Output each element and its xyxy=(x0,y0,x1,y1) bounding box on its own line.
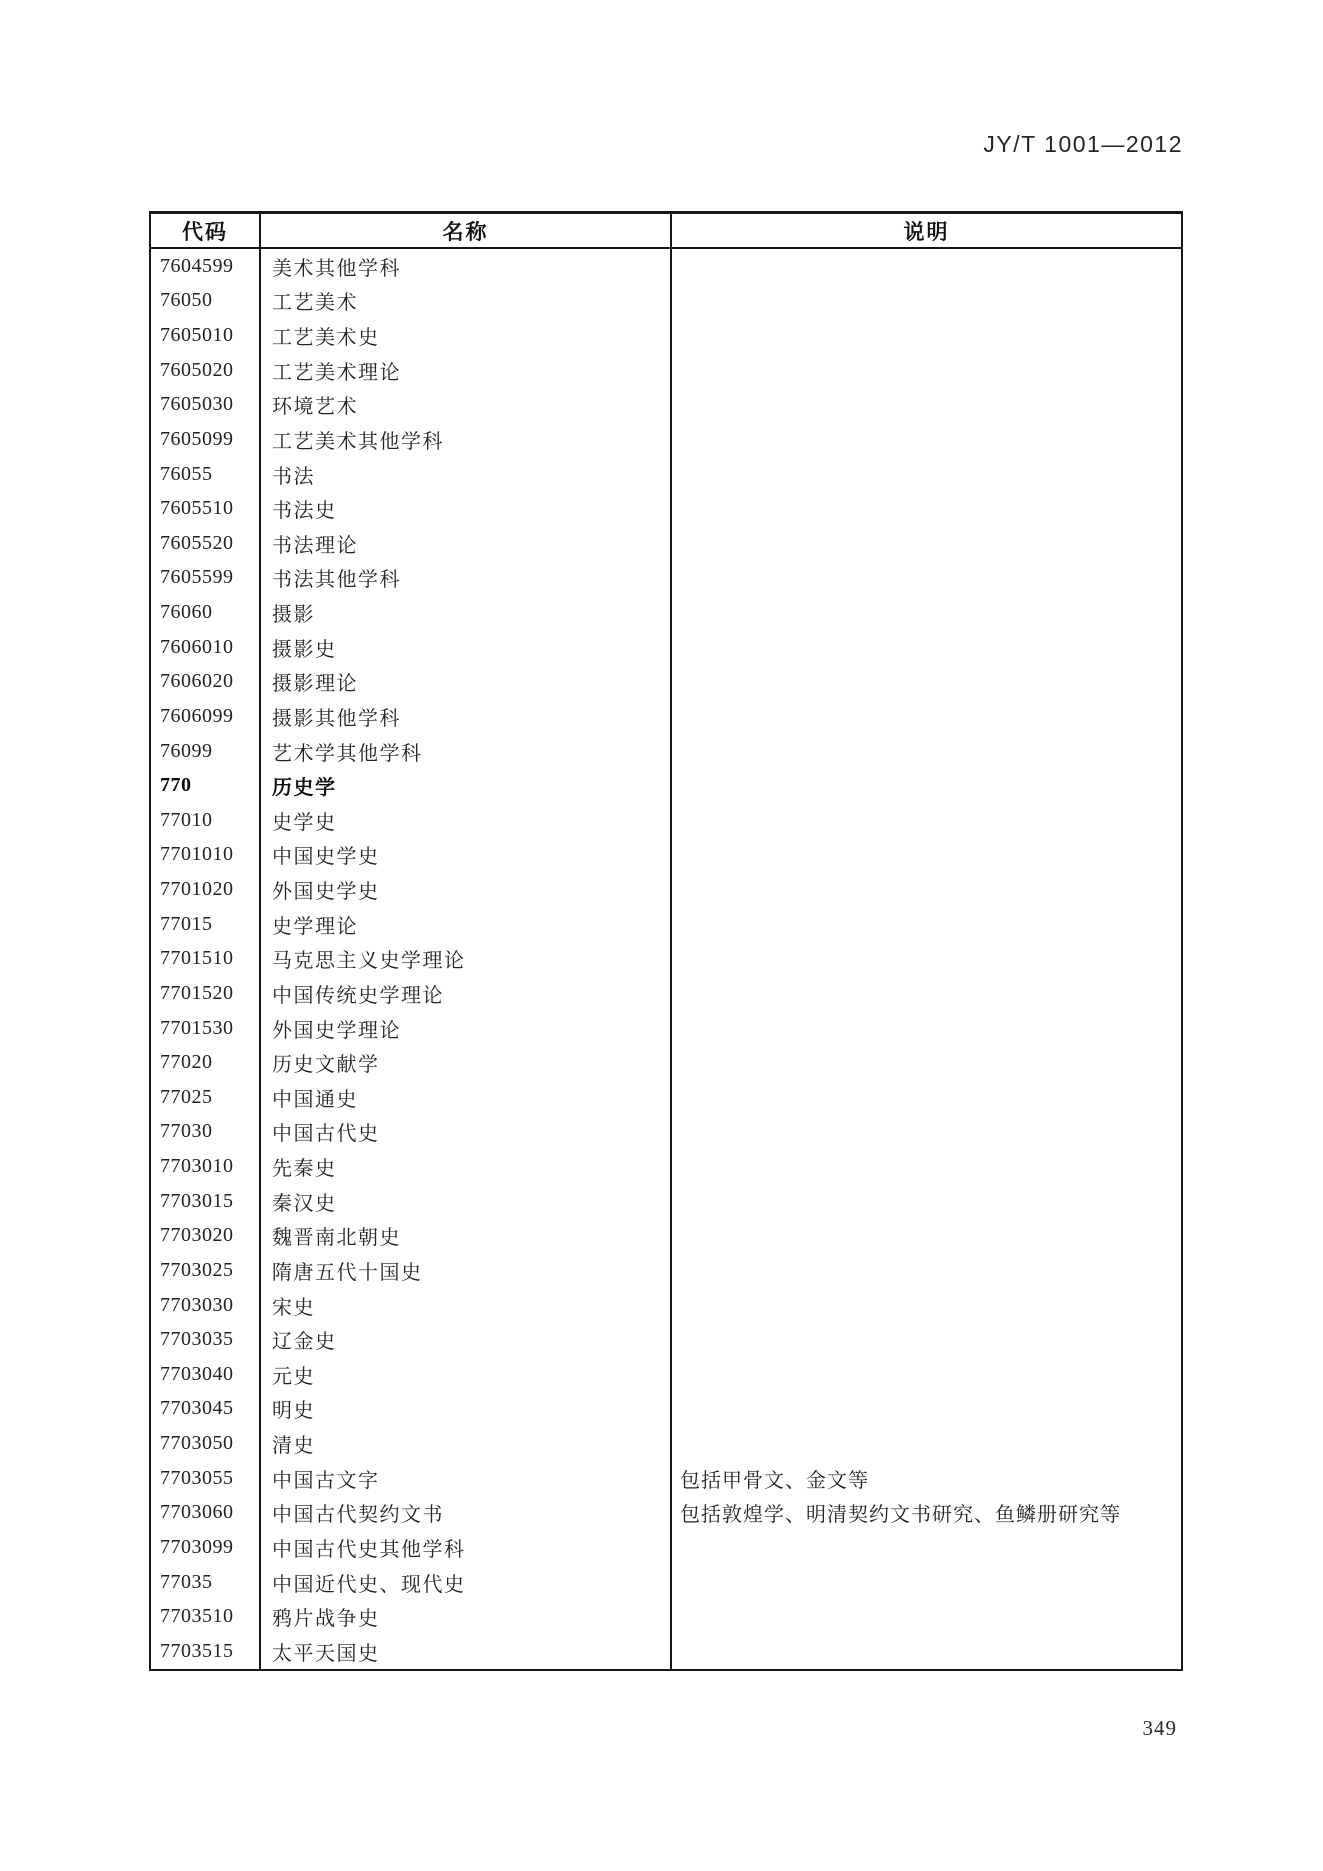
table-row xyxy=(150,699,1182,734)
code-cell: 7701530 xyxy=(150,1011,260,1046)
code-cell: 76060 xyxy=(150,595,260,630)
col-header-note: 说明 xyxy=(671,213,1182,249)
col-header-name: 名称 xyxy=(260,213,671,249)
code-cell: 7605030 xyxy=(150,388,260,423)
note-cell xyxy=(671,768,1182,803)
table-row xyxy=(150,1322,1182,1357)
code-cell: 7701510 xyxy=(150,942,260,977)
table-row xyxy=(150,1565,1182,1600)
code-cell: 7703099 xyxy=(150,1530,260,1565)
note-cell xyxy=(671,1288,1182,1323)
note-cell xyxy=(671,1045,1182,1080)
table-row xyxy=(150,1496,1182,1531)
note-cell xyxy=(671,595,1182,630)
code-cell: 7703515 xyxy=(150,1634,260,1670)
name-cell: 元史 xyxy=(260,1357,671,1392)
name-cell: 摄影理论 xyxy=(260,665,671,700)
table-row xyxy=(150,248,1182,284)
table-row xyxy=(150,1115,1182,1150)
page-number: 349 xyxy=(1142,1716,1177,1740)
code-cell: 7604599 xyxy=(150,248,260,284)
note-cell xyxy=(671,1357,1182,1392)
code-cell: 7605010 xyxy=(150,318,260,353)
table-row xyxy=(150,665,1182,700)
code-cell: 7701010 xyxy=(150,838,260,873)
note-cell xyxy=(671,457,1182,492)
code-cell: 7605099 xyxy=(150,422,260,457)
name-cell: 中国古文字 xyxy=(260,1461,671,1496)
header-row xyxy=(150,213,1182,249)
table-row xyxy=(150,1184,1182,1219)
name-cell: 中国古代史其他学科 xyxy=(260,1530,671,1565)
col-header-code: 代码 xyxy=(150,213,260,249)
note-cell xyxy=(671,803,1182,838)
name-cell: 隋唐五代十国史 xyxy=(260,1253,671,1288)
name-cell: 工艺美术 xyxy=(260,284,671,319)
table-row xyxy=(150,595,1182,630)
note-cell xyxy=(671,630,1182,665)
table-row xyxy=(150,1045,1182,1080)
name-cell: 中国传统史学理论 xyxy=(260,976,671,1011)
table-row xyxy=(150,491,1182,526)
name-cell: 艺术学其他学科 xyxy=(260,734,671,769)
code-cell: 77030 xyxy=(150,1115,260,1150)
code-cell: 76099 xyxy=(150,734,260,769)
code-cell: 77010 xyxy=(150,803,260,838)
classification-table xyxy=(149,211,1183,1671)
note-cell xyxy=(671,526,1182,561)
name-cell: 明史 xyxy=(260,1392,671,1427)
name-cell: 外国史学理论 xyxy=(260,1011,671,1046)
name-cell: 清史 xyxy=(260,1426,671,1461)
table-row xyxy=(150,318,1182,353)
code-cell: 7703045 xyxy=(150,1392,260,1427)
code-cell: 7605599 xyxy=(150,561,260,596)
note-cell: 包括甲骨文、金文等 xyxy=(671,1461,1182,1496)
note-cell xyxy=(671,699,1182,734)
code-cell: 7605520 xyxy=(150,526,260,561)
note-cell xyxy=(671,248,1182,284)
table-row xyxy=(150,561,1182,596)
table-row xyxy=(150,838,1182,873)
code-cell: 77035 xyxy=(150,1565,260,1600)
table-row xyxy=(150,630,1182,665)
table-row xyxy=(150,907,1182,942)
note-cell xyxy=(671,872,1182,907)
note-cell xyxy=(671,1149,1182,1184)
table-row xyxy=(150,872,1182,907)
name-cell: 秦汉史 xyxy=(260,1184,671,1219)
code-cell: 7605510 xyxy=(150,491,260,526)
table-row xyxy=(150,526,1182,561)
table-row xyxy=(150,457,1182,492)
table-row xyxy=(150,1149,1182,1184)
name-cell: 工艺美术其他学科 xyxy=(260,422,671,457)
table-row xyxy=(150,284,1182,319)
table-row xyxy=(150,1288,1182,1323)
name-cell: 辽金史 xyxy=(260,1322,671,1357)
name-cell: 摄影史 xyxy=(260,630,671,665)
note-cell xyxy=(671,1565,1182,1600)
code-cell: 7703055 xyxy=(150,1461,260,1496)
table-row xyxy=(150,1392,1182,1427)
table-row xyxy=(150,768,1182,803)
name-cell: 美术其他学科 xyxy=(260,248,671,284)
note-cell xyxy=(671,1011,1182,1046)
code-cell: 7606020 xyxy=(150,665,260,700)
note-cell xyxy=(671,1184,1182,1219)
note-cell xyxy=(671,1392,1182,1427)
table-row xyxy=(150,422,1182,457)
note-cell xyxy=(671,1219,1182,1254)
note-cell xyxy=(671,388,1182,423)
name-cell: 中国古代史 xyxy=(260,1115,671,1150)
table-header xyxy=(150,213,1182,249)
note-cell xyxy=(671,1080,1182,1115)
code-cell: 7703510 xyxy=(150,1599,260,1634)
note-cell xyxy=(671,734,1182,769)
note-cell xyxy=(671,907,1182,942)
name-cell: 马克思主义史学理论 xyxy=(260,942,671,977)
note-cell xyxy=(671,665,1182,700)
code-cell: 7703060 xyxy=(150,1496,260,1531)
table-body xyxy=(150,248,1182,1670)
table-row xyxy=(150,1530,1182,1565)
code-cell: 77015 xyxy=(150,907,260,942)
table-row xyxy=(150,1080,1182,1115)
table-row xyxy=(150,942,1182,977)
name-cell: 外国史学史 xyxy=(260,872,671,907)
code-cell: 77025 xyxy=(150,1080,260,1115)
code-cell: 7703015 xyxy=(150,1184,260,1219)
table-row xyxy=(150,1357,1182,1392)
name-cell: 摄影其他学科 xyxy=(260,699,671,734)
table-row xyxy=(150,1426,1182,1461)
note-cell xyxy=(671,353,1182,388)
name-cell: 中国史学史 xyxy=(260,838,671,873)
table-row xyxy=(150,1219,1182,1254)
code-cell: 770 xyxy=(150,768,260,803)
name-cell: 史学史 xyxy=(260,803,671,838)
note-cell xyxy=(671,561,1182,596)
code-cell: 76055 xyxy=(150,457,260,492)
name-cell: 历史文献学 xyxy=(260,1045,671,1080)
table-row xyxy=(150,803,1182,838)
note-cell xyxy=(671,976,1182,1011)
note-cell xyxy=(671,284,1182,319)
code-cell: 7701020 xyxy=(150,872,260,907)
name-cell: 书法其他学科 xyxy=(260,561,671,596)
code-cell: 7703050 xyxy=(150,1426,260,1461)
note-cell: 包括敦煌学、明清契约文书研究、鱼鳞册研究等 xyxy=(671,1496,1182,1531)
name-cell: 鸦片战争史 xyxy=(260,1599,671,1634)
table-row xyxy=(150,1253,1182,1288)
code-cell: 7606099 xyxy=(150,699,260,734)
note-cell xyxy=(671,491,1182,526)
note-cell xyxy=(671,1634,1182,1670)
table-row xyxy=(150,734,1182,769)
name-cell: 历史学 xyxy=(260,768,671,803)
note-cell xyxy=(671,318,1182,353)
name-cell: 工艺美术史 xyxy=(260,318,671,353)
name-cell: 摄影 xyxy=(260,595,671,630)
note-cell xyxy=(671,942,1182,977)
note-cell xyxy=(671,1253,1182,1288)
note-cell xyxy=(671,1530,1182,1565)
note-cell xyxy=(671,1599,1182,1634)
code-cell: 7703020 xyxy=(150,1219,260,1254)
name-cell: 书法 xyxy=(260,457,671,492)
table-row xyxy=(150,353,1182,388)
note-cell xyxy=(671,1322,1182,1357)
name-cell: 书法史 xyxy=(260,491,671,526)
note-cell xyxy=(671,1115,1182,1150)
name-cell: 工艺美术理论 xyxy=(260,353,671,388)
code-cell: 7703010 xyxy=(150,1149,260,1184)
table-row xyxy=(150,388,1182,423)
code-cell: 7703030 xyxy=(150,1288,260,1323)
standard-number: JY/T 1001—2012 xyxy=(983,131,1183,157)
code-cell: 7703035 xyxy=(150,1322,260,1357)
name-cell: 中国古代契约文书 xyxy=(260,1496,671,1531)
code-cell: 7701520 xyxy=(150,976,260,1011)
code-cell: 7605020 xyxy=(150,353,260,388)
table-row xyxy=(150,1461,1182,1496)
table-row xyxy=(150,976,1182,1011)
note-cell xyxy=(671,422,1182,457)
table-row xyxy=(150,1599,1182,1634)
name-cell: 中国通史 xyxy=(260,1080,671,1115)
name-cell: 魏晋南北朝史 xyxy=(260,1219,671,1254)
note-cell xyxy=(671,838,1182,873)
name-cell: 宋史 xyxy=(260,1288,671,1323)
note-cell xyxy=(671,1426,1182,1461)
code-cell: 7703025 xyxy=(150,1253,260,1288)
name-cell: 史学理论 xyxy=(260,907,671,942)
name-cell: 环境艺术 xyxy=(260,388,671,423)
name-cell: 太平天国史 xyxy=(260,1634,671,1670)
table-row xyxy=(150,1634,1182,1670)
code-cell: 7703040 xyxy=(150,1357,260,1392)
name-cell: 先秦史 xyxy=(260,1149,671,1184)
code-cell: 77020 xyxy=(150,1045,260,1080)
code-cell: 7606010 xyxy=(150,630,260,665)
name-cell: 书法理论 xyxy=(260,526,671,561)
name-cell: 中国近代史、现代史 xyxy=(260,1565,671,1600)
code-cell: 76050 xyxy=(150,284,260,319)
table-row xyxy=(150,1011,1182,1046)
